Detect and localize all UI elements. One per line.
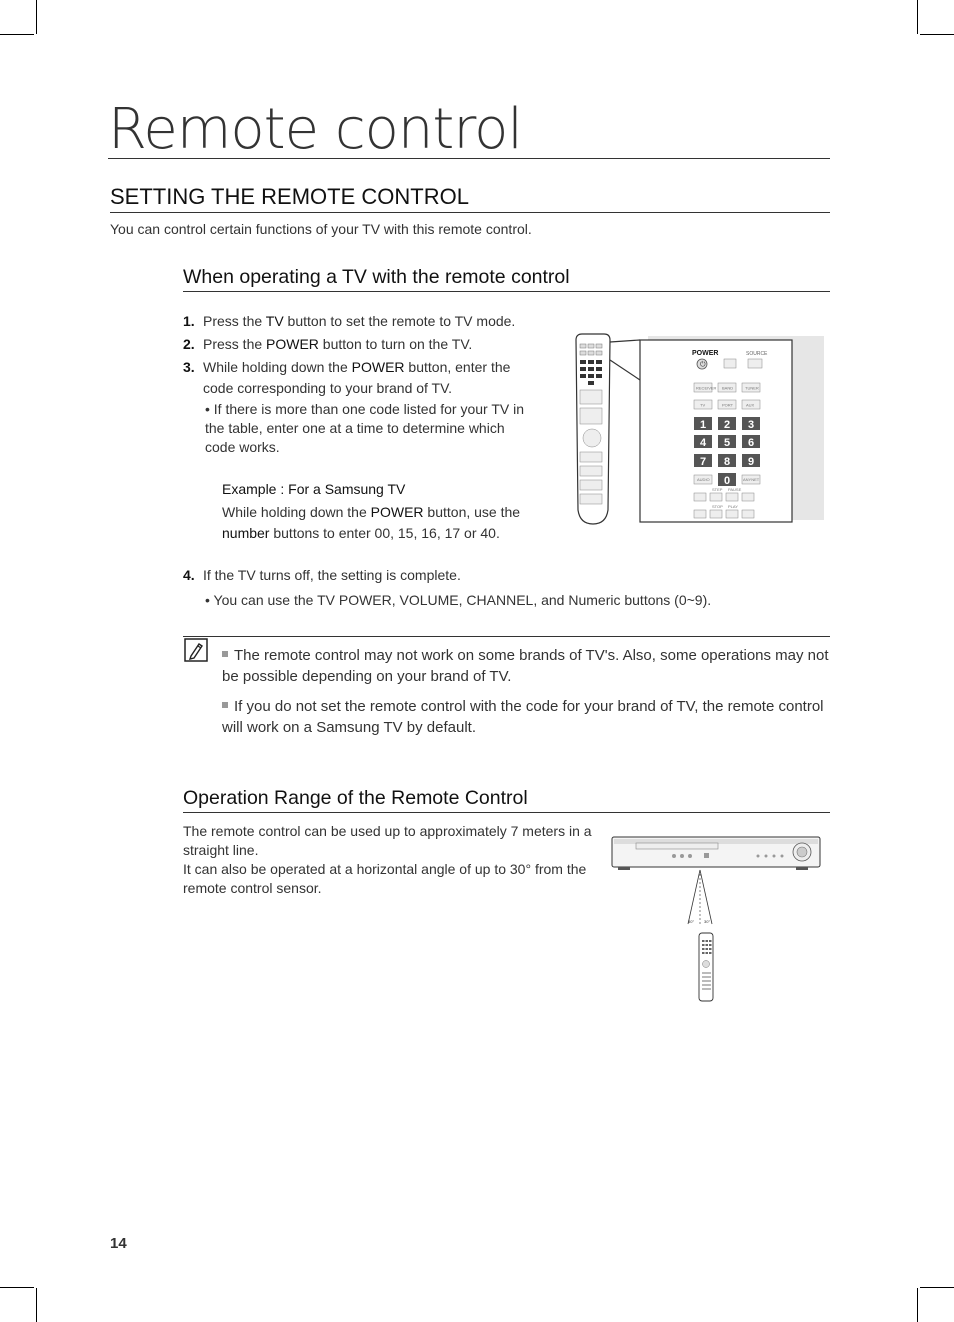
crop-mark — [36, 0, 37, 34]
remote-small-range — [699, 933, 713, 1001]
power-label: POWER — [692, 350, 719, 357]
operation-range-text — [183, 822, 603, 898]
step-bold: POWER — [351, 359, 405, 375]
example-text-part: button, use the — [423, 504, 521, 520]
crop-mark — [0, 1287, 34, 1288]
button-label: PAUSE — [728, 487, 742, 492]
button-label: RECEIVER — [696, 385, 717, 391]
step-number: 2. — [183, 336, 195, 352]
number-key: 4 — [699, 437, 707, 449]
example-bold: POWER — [370, 504, 424, 520]
step-4 — [183, 567, 461, 583]
step-bold: TV — [265, 313, 284, 329]
step-4-bullet: • You can use the TV POWER, VOLUME, CHANNEL, and Numeric buttons (0~9). — [205, 592, 712, 608]
svg-text:⏻: ⏻ — [700, 360, 706, 369]
crop-mark — [917, 0, 918, 34]
step-text: button to turn on the TV. — [318, 336, 473, 352]
range-line: It can also be operated at a horizontal angle of up to 30° from the remote control sensor. — [183, 861, 587, 896]
square-bullet-icon — [222, 702, 228, 708]
number-key: 6 — [747, 437, 755, 449]
step-text: If the TV turns off, the setting is complete. — [203, 567, 461, 583]
note-icon — [184, 638, 208, 662]
crop-mark — [920, 1287, 954, 1288]
step-1 — [183, 313, 515, 329]
button-label: AUX — [746, 402, 755, 408]
crop-mark — [36, 1288, 37, 1322]
example-text-part: While holding down the — [222, 504, 371, 520]
number-key: 3 — [747, 419, 755, 431]
step-3-bullet: • If there is more than one code listed for your TV in the table, enter one at a time to determine which code works. — [205, 401, 525, 455]
operation-range-figure — [608, 832, 824, 1004]
number-key: 1 — [699, 419, 707, 431]
step-3-continuation: code corresponding to your brand of TV. — [203, 380, 453, 396]
step-text: button, enter the — [404, 359, 511, 375]
note-divider — [183, 636, 830, 637]
note-text: If you do not set the remote control with the code for your brand of TV, the remote control will work on a Samsung TV by default. — [222, 698, 824, 736]
step-text: Press the — [203, 336, 267, 352]
page-title: Remote control — [108, 102, 830, 159]
button-label: PORT — [722, 402, 734, 408]
button-label: STOP — [712, 504, 723, 509]
example-title: Example : For a Samsung TV — [222, 481, 406, 497]
button-label: BAND — [722, 385, 734, 391]
number-key: 8 — [723, 456, 731, 468]
angle-label: 30° — [688, 919, 695, 924]
button-label: PLAY — [728, 504, 738, 509]
button-label: AUDIO — [697, 477, 710, 482]
range-line: The remote control can be used up to approximately 7 meters in a straight line. — [183, 823, 592, 858]
button-label: TUNER — [745, 385, 759, 391]
number-key: 9 — [747, 456, 755, 468]
example-text-part: buttons to enter 00, 15, 16, 17 or 40. — [269, 525, 500, 541]
remote-control-figure — [568, 330, 828, 530]
number-key: 2 — [723, 419, 731, 431]
step-3 — [183, 359, 510, 375]
step-number: 1. — [183, 313, 195, 329]
step-text: Press the — [203, 313, 266, 329]
button-label: ANYNET — [743, 477, 760, 482]
button-label: STEP — [712, 487, 723, 492]
step-bold: POWER — [266, 336, 319, 352]
crop-mark — [920, 34, 954, 35]
source-label: SOURCE — [746, 351, 768, 357]
step-number: 4. — [183, 567, 195, 583]
crop-mark — [0, 34, 34, 35]
crop-mark — [917, 1288, 918, 1322]
note-item — [222, 645, 830, 687]
square-bullet-icon — [222, 651, 228, 657]
section-intro: You can control certain functions of your TV with this remote control. — [110, 221, 532, 237]
button-label: TV — [700, 402, 706, 408]
step-text: button to set the remote to TV mode. — [283, 313, 516, 329]
step-text: While holding down the — [203, 359, 352, 375]
angle-label: 30° — [704, 919, 711, 924]
example-text — [222, 502, 522, 544]
example-bold: number — [222, 525, 270, 541]
step-number: 3. — [183, 359, 195, 375]
step-2 — [183, 336, 472, 352]
main-unit — [612, 837, 820, 870]
number-key: 7 — [699, 456, 707, 468]
tv-operation-title: When operating a TV with the remote control — [183, 266, 830, 292]
operation-range-title: Operation Range of the Remote Control — [183, 787, 830, 813]
number-key: 0 — [723, 475, 731, 487]
note-item — [222, 696, 830, 738]
section-title: SETTING THE REMOTE CONTROL — [110, 184, 830, 213]
remote-small — [576, 334, 610, 524]
number-key: 5 — [723, 437, 731, 449]
page-number: 14 — [110, 1235, 127, 1252]
note-text: The remote control may not work on some brands of TV's. Also, some operations may not be possible depending on your brand of TV. — [222, 647, 829, 685]
